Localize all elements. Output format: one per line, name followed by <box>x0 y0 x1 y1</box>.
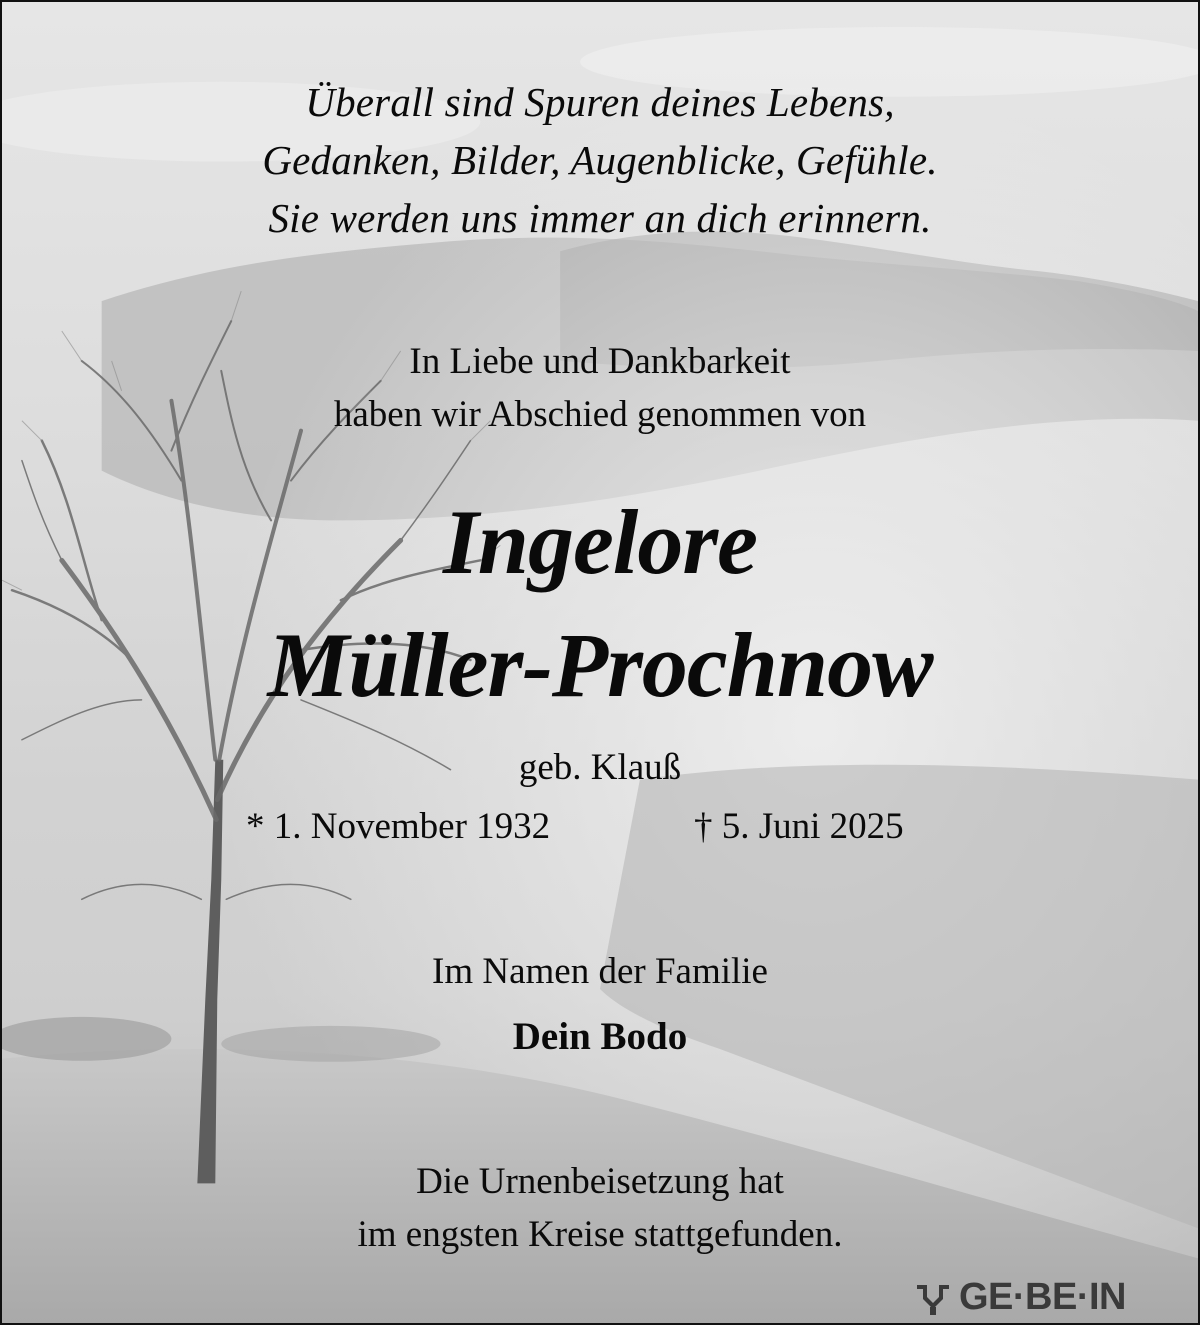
poem-line-2: Gedanken, Bilder, Augenblicke, Gefühle. <box>262 137 938 183</box>
gebein-logo-icon <box>913 1277 953 1317</box>
poem-line-3: Sie werden uns immer an dich erinnern. <box>268 195 932 241</box>
signature-name: Dein Bodo <box>512 1015 688 1058</box>
intro-line-1: In Liebe und Dankbarkeit <box>409 341 791 382</box>
gebein-logo <box>913 1275 1126 1319</box>
burial-note-line-2: im engsten Kreise stattgefunden. <box>357 1214 843 1255</box>
burial-note-line-1: Die Urnenbeisetzung hat <box>416 1161 784 1202</box>
notice-content <box>2 2 1198 1323</box>
birth-date: * 1. November 1932 <box>246 806 551 847</box>
deceased-last-name: Müller-Prochnow <box>267 614 933 716</box>
poem-line-1: Überall sind Spuren deines Lebens, <box>305 79 895 125</box>
signature-intro: Im Namen der Familie <box>432 951 768 992</box>
death-date: † 5. Juni 2025 <box>694 806 904 847</box>
birth-name: geb. Klauß <box>518 747 682 788</box>
life-dates <box>2 802 1198 852</box>
deceased-first-name: Ingelore <box>443 491 757 593</box>
intro-line-2: haben wir Abschied genommen von <box>333 394 867 435</box>
gebein-logo-text: GE·BE·IN <box>959 1276 1126 1318</box>
